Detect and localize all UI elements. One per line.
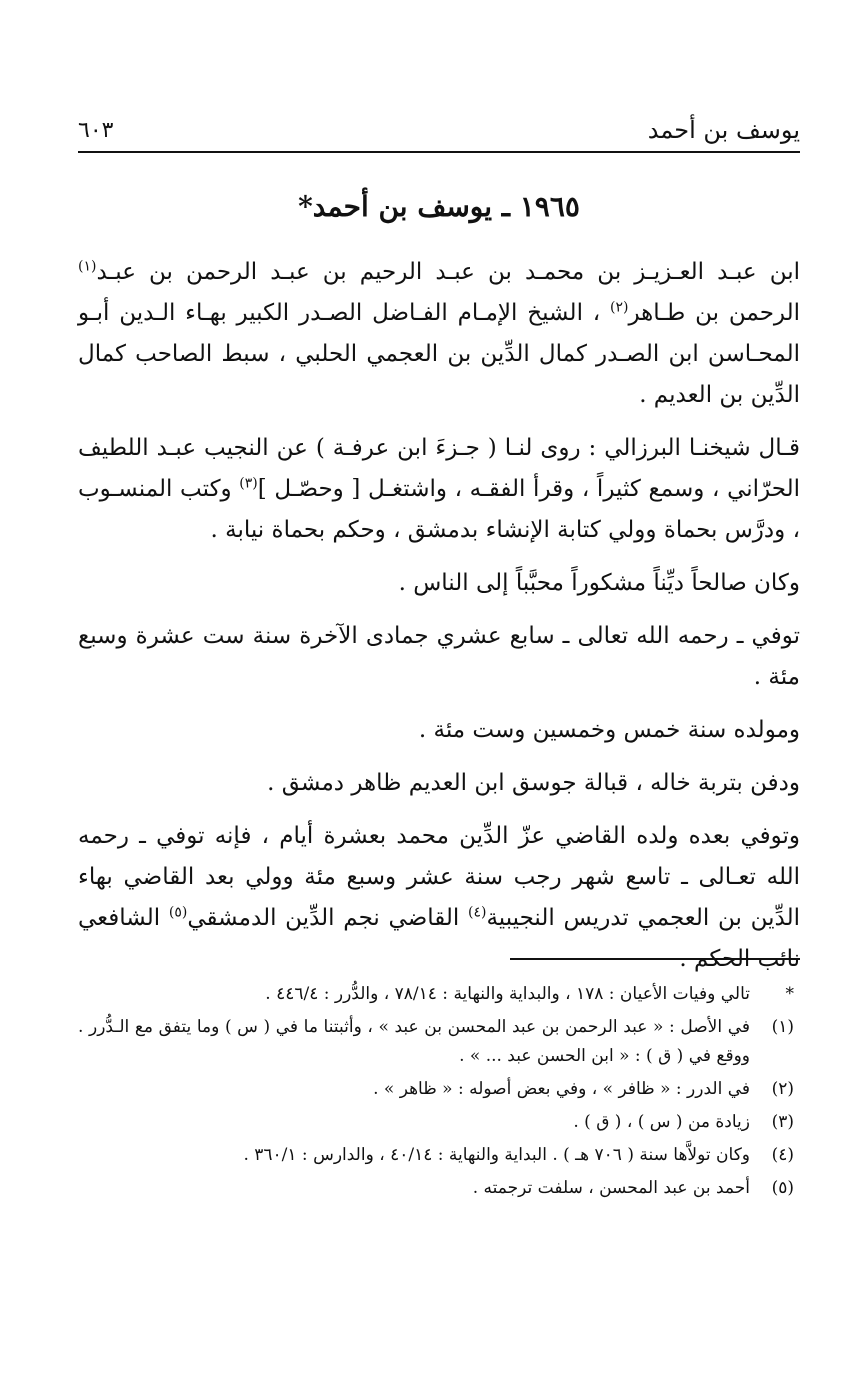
text-segment: وكان صالحاً ديِّناً مشكوراً محبَّباً إلى الناس . xyxy=(398,570,800,596)
running-header xyxy=(78,112,800,152)
footnote-ref: (٣) xyxy=(239,475,258,492)
text-segment: قـال شيخنـا البرزالي : روى لنـا ( جـزءَ ابن عرفـة ) عن النجيب عبـد اللطيف الحرّاني ، وسمع كثيراً ، وقرأ الفقـه ، واشتغـل [ وحصّـل ] xyxy=(78,435,800,502)
page-number: ٦٠٣ xyxy=(78,118,114,143)
footnote-ref: (٤) xyxy=(467,904,487,921)
footnote-text: في الدرر : « ظافر » ، وفي بعض أصوله : « ظاهر » . xyxy=(373,1079,750,1099)
header-title: يوسف بن أحمد xyxy=(647,116,800,144)
footnote-marker: (١) xyxy=(771,1017,794,1037)
text-segment: توفي ـ رحمه الله تعالى ـ سابع عشري جمادى الآخرة سنة ست عشرة وسبع مئة . xyxy=(78,623,800,690)
text-segment: وكتب المنسـوب ، ودرَّس بحماة وولي كتابة الإنشاء بدمشق ، وحكم بحماة نيابة . xyxy=(78,476,800,543)
text-segment: ابن عبـد العـزيـز بن محمـد بن عبـد الرحيم بن عبـد الرحمن بن عبـد xyxy=(96,259,800,285)
paragraph-character xyxy=(78,563,800,604)
paragraph-barzali xyxy=(78,428,800,551)
footnote-marker: * xyxy=(785,984,794,1004)
footnote-item xyxy=(78,1013,800,1071)
body-text xyxy=(78,252,800,992)
text-segment: ، الشيخ الإمـام الفـاضل الصـدر الكبير بهـاء الـدين أبـو المحـاسن ابن الصـدر كمال الدِّين بن العجمي الحلبي ، سبط الصاحب كمال الدِّين بن العديم . xyxy=(78,300,800,408)
text-segment: وتوفي بعده ولده القاضي عزّ الدِّين محمد بعشرة أيام ، فإنه توفي ـ رحمه الله تعـالى ـ تاسع شهر رجب سنة عشر وسبع مئة وولي بعد القاضي بهاء الدِّين بن العجمي تدريس النجيبية xyxy=(78,823,800,931)
text-segment: ومولده سنة خمس وخمسين وست مئة . xyxy=(418,717,800,743)
header-rule xyxy=(78,151,800,153)
footnote-text: زيادة من ( س ) ، ( ق ) . xyxy=(573,1112,750,1132)
footnote-item xyxy=(78,1141,800,1170)
entry-title: ١٩٦٥ ـ يوسف بن أحمد* xyxy=(298,190,580,223)
paragraph-death xyxy=(78,616,800,698)
text-segment: الشافعي نائب الحكم . xyxy=(78,905,800,972)
footnote-text: وكان تولاَّها سنة ( ٧٠٦ هـ ) . البداية والنهاية : ٤٠/١٤ ، والدارس : ٣٦٠/١ . xyxy=(243,1145,750,1165)
footnote-ref: (١) xyxy=(78,258,97,275)
text-segment: ودفن بتربة خاله ، قبالة جوسق ابن العديم ظاهر دمشق . xyxy=(267,770,800,796)
footnote-ref: (٢) xyxy=(610,299,629,316)
paragraph-burial xyxy=(78,763,800,804)
footnotes xyxy=(78,980,800,1207)
footnote-item xyxy=(78,1075,800,1104)
footnote-rule xyxy=(510,958,800,960)
paragraph-birth xyxy=(78,710,800,751)
footnote-ref: (٥) xyxy=(168,904,188,921)
footnote-marker: (٥) xyxy=(771,1178,794,1198)
paragraph-son xyxy=(78,816,800,980)
paragraph-lineage xyxy=(78,252,800,416)
footnote-item xyxy=(78,1174,800,1203)
footnote-marker: (٤) xyxy=(771,1145,794,1165)
footnote-text: في الأصل : « عبد الرحمن بن عبد المحسن بن عبد » ، وأثبتنا ما في ( س ) وما يتفق مع الـدُّرر . ووقع في ( ق ) : « ابن الحسن عبد ... » . xyxy=(78,1017,750,1066)
footnote-item xyxy=(78,1108,800,1137)
footnote-text: أحمد بن عبد المحسن ، سلفت ترجمته . xyxy=(472,1178,750,1198)
footnote-item xyxy=(78,980,800,1009)
text-segment: الرحمن بن طـاهر xyxy=(628,300,801,326)
footnote-text: تالي وفيات الأعيان : ١٧٨ ، والبداية والنهاية : ٧٨/١٤ ، والدُّرر : ٤٤٦/٤ . xyxy=(265,984,750,1004)
footnote-marker: (٢) xyxy=(771,1079,794,1099)
footnote-marker: (٣) xyxy=(771,1112,794,1132)
text-segment: القاضي نجم الدِّين الدمشقي xyxy=(187,905,468,931)
